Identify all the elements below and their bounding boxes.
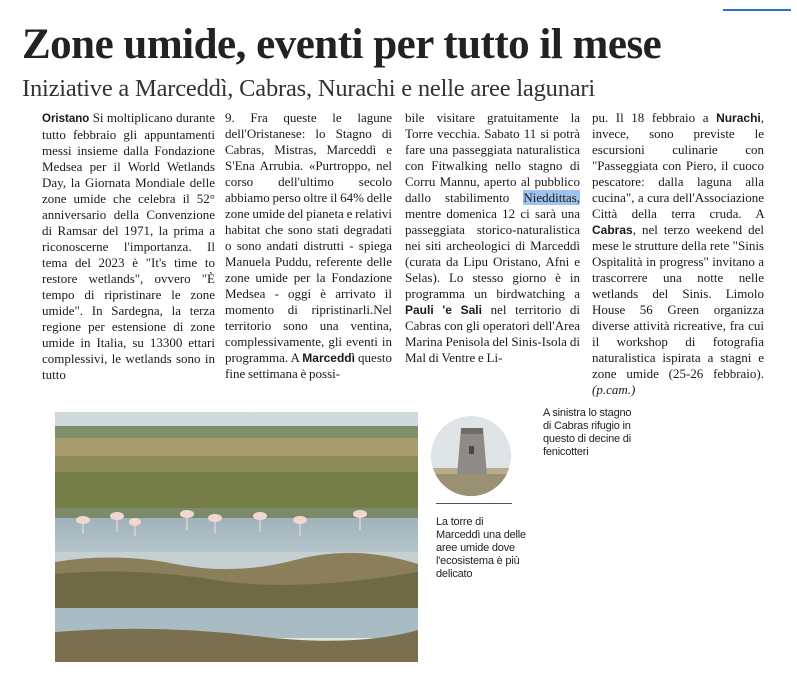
column-3-text-c: nel territorio di Cabras con gli operatori dell'Area Marina Penisola del Sinis-Isola di Mal di Ventre e Li- [405, 302, 581, 365]
article-column-2 [225, 110, 392, 382]
column-4-text-b: , invece, sono previste le escursioni culinarie con "Passeggiata con Piero, il cuoco pescatore: dalla laguna alla cucina", a cura dell'Associazione Città della terra cruda. A [592, 110, 764, 221]
column-4-text-c: , nel terzo weekend del mese le strutture della rete "Sinis Ospitalità in progress" invitano a trascorrere una notte nelle wetlands del Sinis. Limolo House 56 Green organizza diverse attività ricreative, fra cui il workshop di fotografia naturalistica ispirata a stagni e zone umide (25-26 febbraio). [592, 222, 764, 381]
dateline: Oristano [42, 113, 90, 125]
article-column-1 [42, 110, 215, 383]
column-3-text-a: bile visitare gratuitamente la Torre vecchia. Sabato 11 si potrà fare una passeggiata naturalistica con Fitwalking nello stagno di Corru Mannu, aperto al pubblico dallo stabilimento [405, 110, 580, 205]
column-1-text: Si moltiplicano durante tutto febbraio gli appuntamenti messi insieme dalla Fondazione Medsea per il World Wetlands Day, la Giornata Mondiale delle zone umide che celebra il 52° anniversario della Convenzione di Ramsar del 1971, la prima a riconoscerne l'importanza. Il tema del 2023 è "It's time to restore wetlands", ovvero "È tempo di ripristinare le zone umide". In Sardegna, la terza regione per estensione di zone umide in Italia, su 13300 ettari complessivi, le wetlands sono in tutto [42, 110, 215, 382]
top-accent-bar [723, 9, 791, 11]
author-signature: (p.cam.) [592, 382, 636, 397]
lagoon-flamingos-photo [55, 412, 418, 662]
place-marceddi: Marceddì [302, 351, 355, 365]
article-subhead: Iniziative a Marceddì, Cabras, Nurachi e nelle aree lagunari [22, 75, 595, 102]
caption-divider [436, 503, 512, 504]
place-nurachi: Nurachi [716, 111, 761, 125]
photo-caption-marceddi: La torre di Marceddì una delle aree umide dove l'ecosistema è più delicato [436, 516, 526, 580]
place-pauli-e-sali: Pauli 'e Sali [405, 303, 482, 317]
column-4-text-a: pu. Il 18 febbraio a [592, 110, 709, 125]
marceddi-tower-photo [431, 416, 511, 496]
column-2-text-a: 9. Fra queste le lagune dell'Oristanese: lo Stagno di Cabras, Mistras, Marceddì e S'Ena Arrubia. «Purtroppo, nel corso dell'ultimo secolo abbiamo perso oltre il 64% delle zone umide del pianeta e relativi habitat che sono stati degradati o sono andati distrutti - spiega Manuela Puddu, referente delle zone umide per la Fondazione Medsea - oggi è arrivato il momento di ripristinarli.Nel territorio sono una ventina, complessivamente, gli eventi in programma. A [225, 110, 392, 365]
article-column-4 [592, 110, 764, 398]
article-headline: Zone umide, eventi per tutto il mese [22, 21, 662, 68]
highlighted-term: Nieddittas, [523, 190, 581, 205]
column-3-text-b: mentre domenica 12 ci sarà una passeggiata storico-naturalistica nei siti archeologici di Marceddì (curata da Lipu Oristano, Afni e Selas). Lo stesso giorno è in programma un birdwatching a [405, 206, 580, 301]
article-column-3 [405, 110, 580, 366]
place-cabras: Cabras [592, 223, 633, 237]
photo-caption-cabras: A sinistra lo stagno di Cabras rifugio in questo di decine di fenicotteri [543, 407, 632, 458]
column-2-text-b: questo fine settimana è possi- [225, 350, 392, 381]
